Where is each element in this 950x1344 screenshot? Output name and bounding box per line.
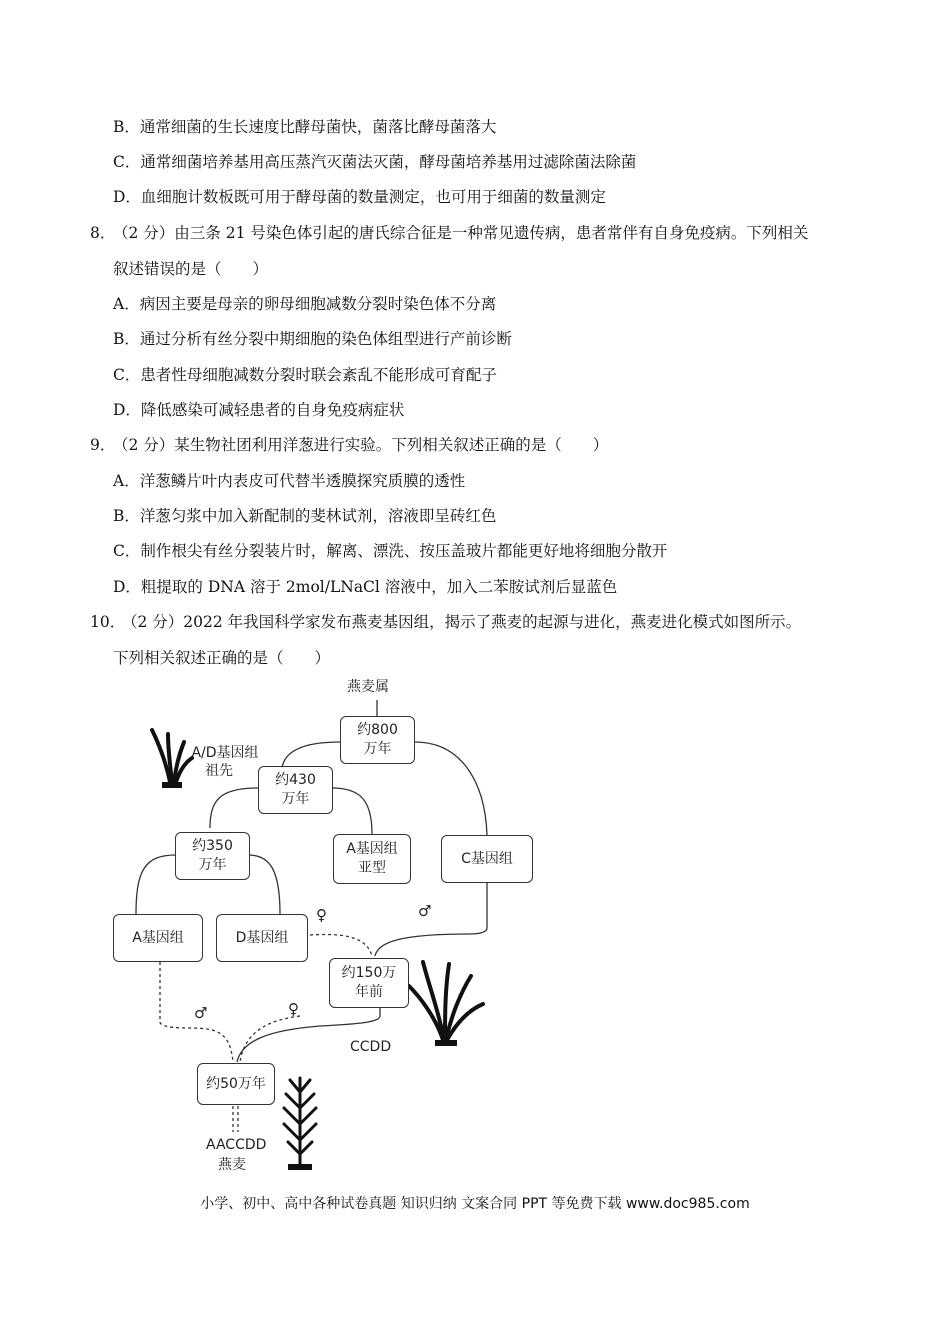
q9-option-c: C．制作根尖有丝分裂装片时，解离、漂洗、按压盖玻片都能更好地将细胞分散开: [113, 542, 668, 560]
q8-option-c: C．患者性母细胞减数分裂时联会紊乱不能形成可育配子: [113, 366, 497, 384]
male-symbol-c: ♂: [418, 902, 432, 920]
q9-option-b: B．洋葱匀浆中加入新配制的斐林试剂，溶液即呈砖红色: [113, 507, 497, 525]
ccdd-label: CCDD: [350, 1039, 392, 1055]
oat-plant-icon: [276, 1072, 328, 1174]
q9-stem: （2 分）某生物社团利用洋葱进行实验。下列相关叙述正确的是（ ）: [113, 436, 609, 454]
oat-evolution-diagram: [100, 670, 560, 1180]
q10-stem-line1: （2 分）2022 年我国科学家发布燕麦基因组，揭示了燕麦的起源与进化，燕麦进化模式如图所示。: [122, 613, 802, 631]
q8-number: 8．: [90, 224, 116, 242]
genus-label: 燕麦属: [347, 679, 389, 695]
ad-ancestor-line1: A/D基因组: [191, 745, 259, 761]
d-genome-box: [216, 914, 308, 962]
q10-stem-line2: 下列相关叙述正确的是（ ）: [113, 649, 331, 667]
female-symbol-ccdd: ♀: [288, 1000, 299, 1018]
q7-option-c: C．通常细菌培养基用高压蒸汽灭菌法灭菌，酵母菌培养基用过滤除菌法除菌: [113, 153, 637, 171]
node-800: [340, 716, 415, 764]
q8-stem-line2: 叙述错误的是（ ）: [113, 260, 269, 278]
a-subtype-line1: A基因组: [346, 841, 398, 857]
q8-stem-line1: （2 分）由三条 21 号染色体引起的唐氏综合征是一种常见遗传病，患者常伴有自身免疫病。下列相关: [113, 224, 809, 242]
q9-option-d: D．粗提取的 DNA 溶于 2mol/LNaCl 溶液中，加入二苯胺试剂后显蓝色: [113, 578, 618, 596]
q7-option-d: D．血细胞计数板既可用于酵母菌的数量测定，也可用于细菌的数量测定: [113, 188, 606, 206]
a-genome-box: [113, 914, 203, 962]
d-genome-label: D基因组: [235, 929, 289, 946]
node-430-line2: 万年: [281, 791, 310, 807]
node-350-line1: 约350: [192, 838, 233, 854]
node-150-line2: 年前: [355, 984, 383, 1000]
node-50-label: 约50万年: [206, 1075, 266, 1092]
page-footer: 小学、初中、高中各种试卷真题 知识归纳 文案合同 PPT 等免费下载 www.doc985.com: [200, 1196, 750, 1212]
node-50: [197, 1063, 275, 1105]
a-subtype-box: [333, 834, 411, 884]
q8-option-a: A．病因主要是母亲的卵母细胞减数分裂时染色体不分离: [113, 295, 497, 313]
a-genome-label: A基因组: [132, 929, 184, 946]
male-symbol-a: ♂: [194, 1004, 208, 1022]
ad-ancestor-label: [189, 744, 261, 780]
q9-number: 9．: [90, 436, 116, 454]
q10-number: 10．: [90, 613, 126, 631]
a-subtype-line2: 亚型: [358, 860, 386, 876]
node-350-line2: 万年: [198, 857, 227, 873]
c-genome-box: [441, 835, 533, 883]
ccdd-plant-icon: [405, 956, 487, 1052]
oat-label: 燕麦: [218, 1157, 246, 1173]
node-150: [329, 958, 409, 1008]
node-800-line2: 万年: [363, 741, 392, 757]
node-350: [175, 832, 250, 880]
q7-option-b: B．通常细菌的生长速度比酵母菌快，菌落比酵母菌落大: [113, 118, 497, 136]
q8-option-d: D．降低感染可减轻患者的自身免疫病症状: [113, 401, 405, 419]
node-430: [258, 766, 333, 814]
q8-option-b: B．通过分析有丝分裂中期细胞的染色体组型进行产前诊断: [113, 330, 512, 348]
node-150-line1: 约150万: [341, 965, 397, 981]
aaccdd-label: AACCDD: [206, 1137, 267, 1153]
ad-ancestor-line2: 祖先: [205, 763, 233, 779]
q9-option-a: A．洋葱鳞片叶内表皮可代替半透膜探究质膜的透性: [113, 472, 466, 490]
female-symbol-d: ♀: [316, 906, 327, 924]
c-genome-label: C基因组: [461, 850, 513, 867]
node-430-line1: 约430: [275, 772, 316, 788]
node-800-line1: 约800: [357, 722, 398, 738]
